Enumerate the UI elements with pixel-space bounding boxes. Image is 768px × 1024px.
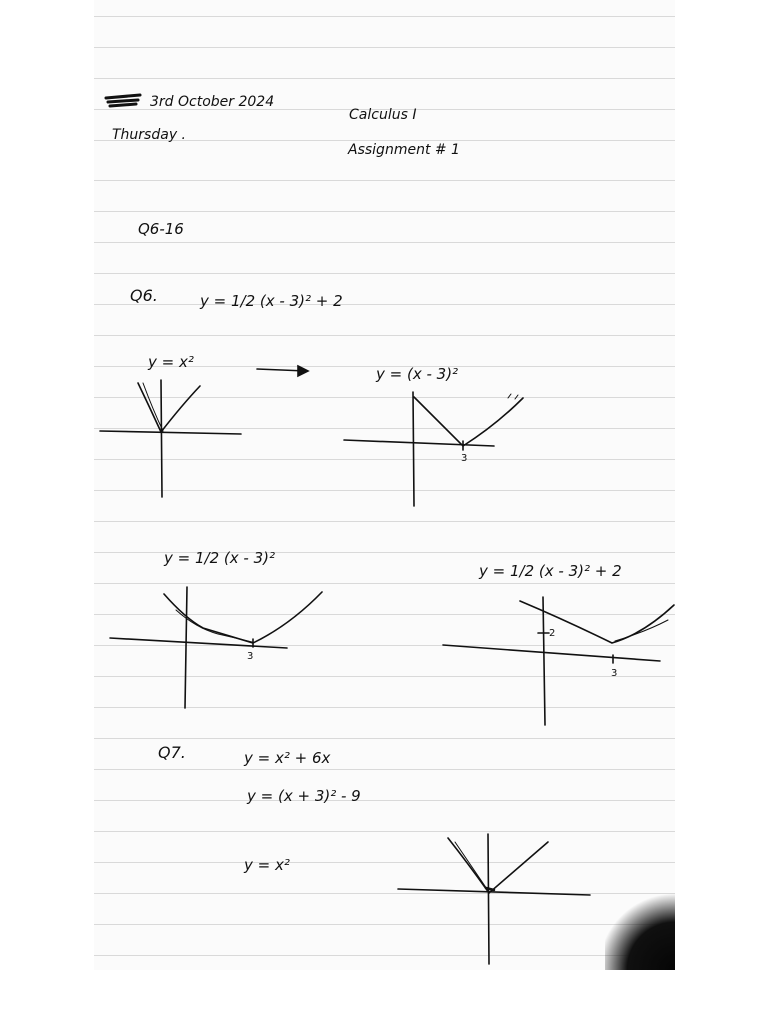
graph1-x-axis <box>100 431 241 434</box>
q6-step3-eq: y = 1/2 (x - 3)² <box>164 549 275 567</box>
graph4-y-axis <box>543 597 545 725</box>
graph1-y-axis <box>161 380 162 497</box>
section-range: Q6-16 <box>138 220 184 238</box>
graph3-y-axis <box>185 587 187 708</box>
graph2-y-axis <box>413 392 414 506</box>
q7-equation: y = x² + 6x <box>244 749 331 767</box>
graph-q7 <box>398 834 590 964</box>
q7-label: Q7. <box>158 743 186 762</box>
graph5-curve-retrace <box>455 842 489 892</box>
day-text: Thursday . <box>112 127 186 143</box>
q7-base-eq: y = x² <box>244 856 290 874</box>
q6-step2-eq: y = (x - 3)² <box>376 365 459 383</box>
assignment-title: Assignment # 1 <box>348 142 460 158</box>
graph2-curve <box>414 397 523 446</box>
q6-label: Q6. <box>130 286 158 305</box>
graph3-curve <box>164 592 322 643</box>
graph3-curve-retrace <box>176 610 252 642</box>
graph-x-squared <box>100 380 241 497</box>
graph-final <box>443 597 674 725</box>
q6-step1-eq: y = x² <box>148 353 194 371</box>
graph-shifted <box>344 392 523 506</box>
q6-tick-3-c: 3 <box>611 668 618 679</box>
ink-scribble <box>106 95 140 106</box>
graph1-curve-retrace <box>143 383 163 431</box>
q6-step4-eq: y = 1/2 (x - 3)² + 2 <box>479 562 622 580</box>
graph2-marks <box>508 394 518 399</box>
q6-equation: y = 1/2 (x - 3)² + 2 <box>200 292 343 310</box>
graph-scaled <box>110 587 322 708</box>
arrow-head <box>298 366 308 376</box>
graph5-curve <box>448 838 548 893</box>
q6-tick-2: 2 <box>549 628 556 639</box>
graph1-curve <box>138 383 200 432</box>
date-text: 3rd October 2024 <box>150 94 275 110</box>
graph4-x-axis <box>443 645 660 661</box>
q6-tick-3-a: 3 <box>461 453 468 464</box>
graph5-y-axis <box>488 834 489 964</box>
course-title: Calculus I <box>349 107 417 123</box>
q7-completed-square: y = (x + 3)² - 9 <box>247 787 361 805</box>
q6-tick-3-b: 3 <box>247 651 254 662</box>
